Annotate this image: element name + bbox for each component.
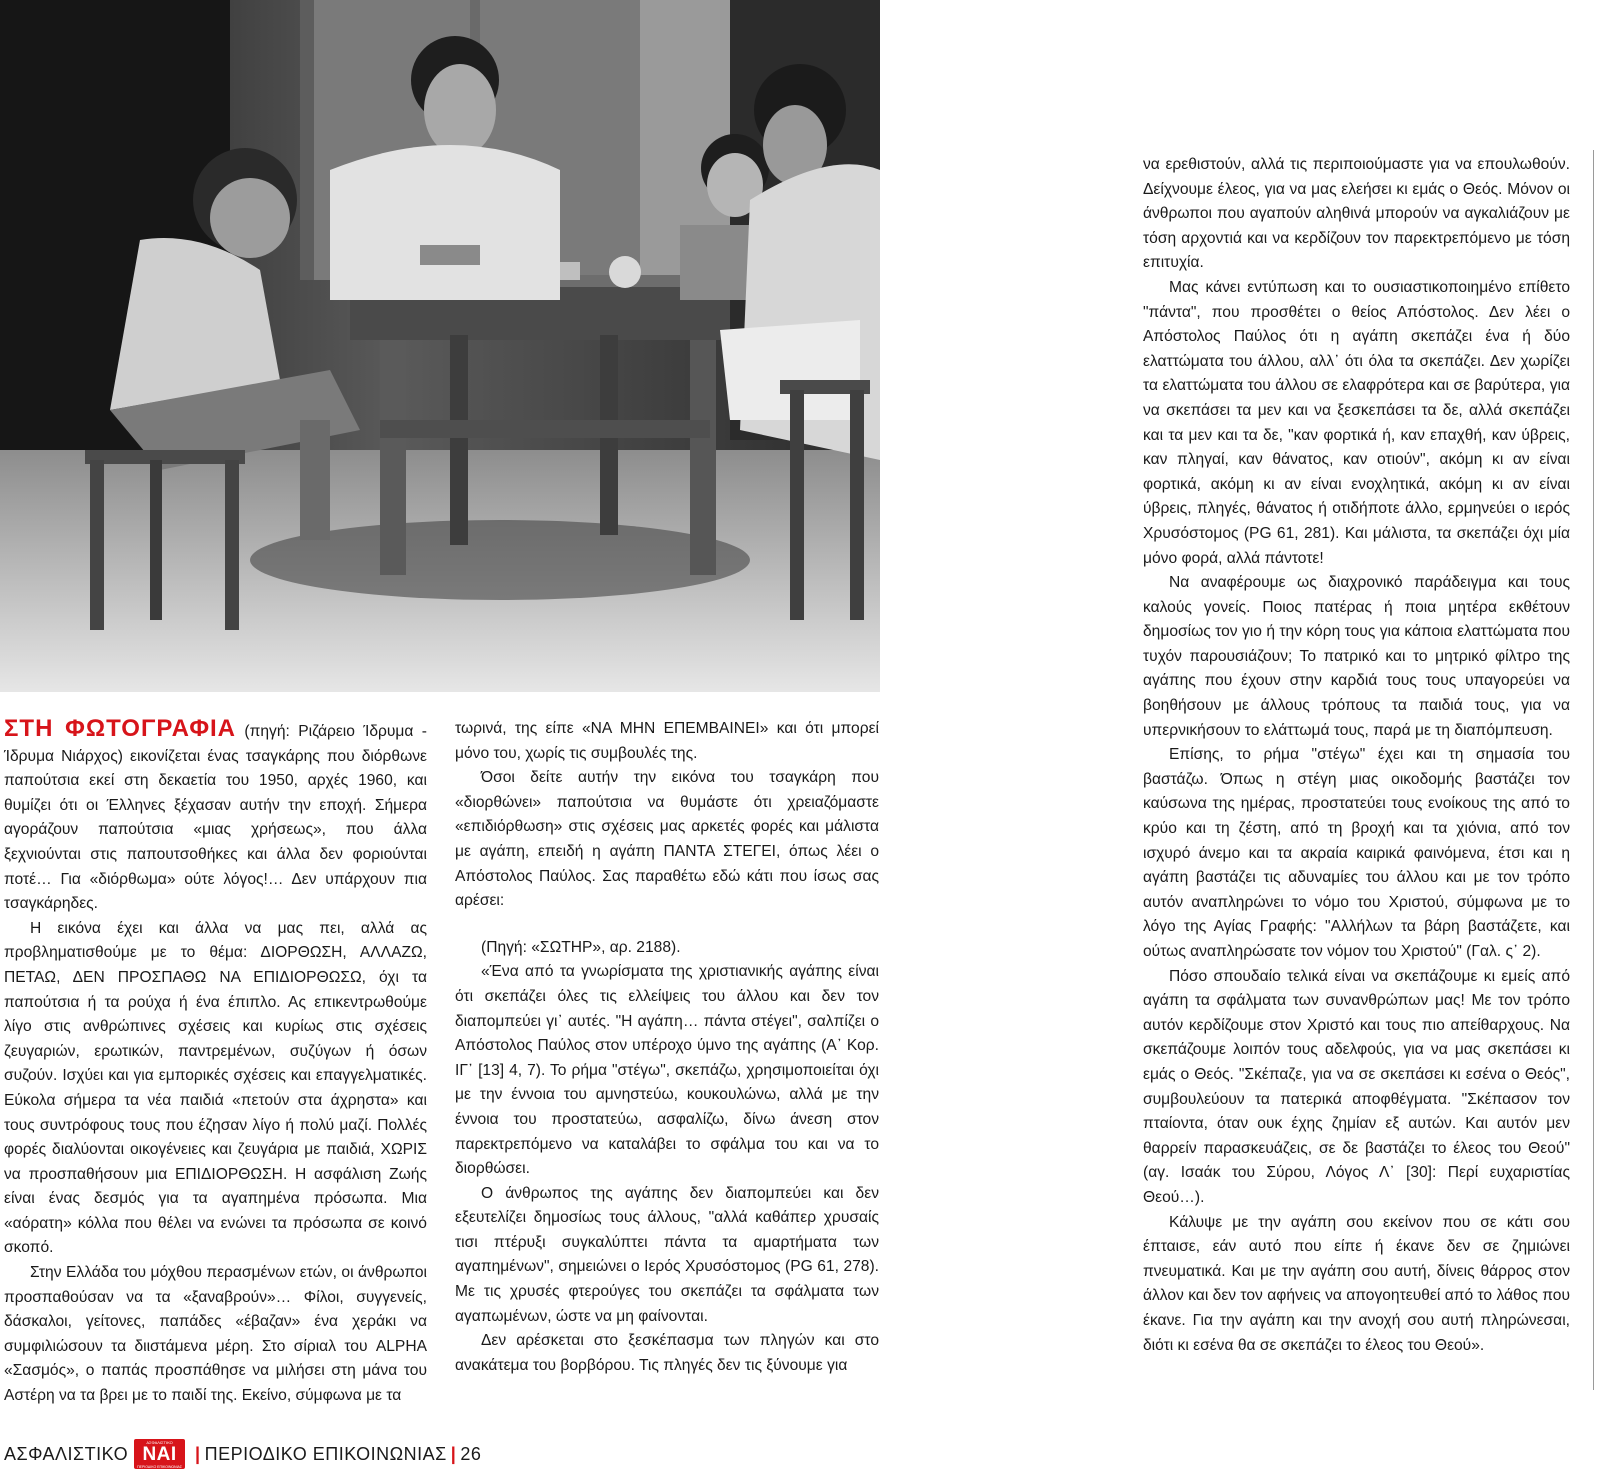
footer-separator: | (450, 1443, 457, 1464)
shoemakers-workshop-photo-icon (0, 0, 880, 692)
page-footer (4, 1441, 481, 1467)
lead-text: (πηγή: Ριζάρειο Ίδρυμα - Ίδρυμα Νιάρχος) εικονίζεται ένας τσαγκάρης που διόρθωνε παπούτσια εκεί στη δεκαετία του 1950, αρχές 1960, και θυμίζει ότι οι Έλληνες ξέχασαν αυτήν την εποχή. Σήμερα αγοράζουν παπούτσια «μιας χρήσεως», που άλλα ξεχνιούνται στις παπουτσοθήκες και άλλα δεν φοριούνται ποτέ… Για «διόρθωμα» ούτε λόγος!… Δεν υπάρχουν πια τσαγκάρηδες. (4, 723, 427, 913)
column-divider (1593, 150, 1594, 1390)
quote-paragraph: Πόσο σπουδαίο τελικά είναι να σκεπάζουμε κι εμείς από αγάπη τα σφάλματα των συνανθρώπων μας! Με τον τρόπο αυτόν κερδίζουμε στον Χριστό και τους πιο απείθαρχους. Να σκεπάζουμε λοιπόν τους αδελφούς, για να μας σκεπάσει κι εμάς ο Θεός. "Σκέπαζε, για να σε σκεπάσει κι εσένα ο Θεός", συμβουλεύουν τα πατερικά αποφθέγματα. "Σκέπασον τον πταίοντα, όταν ουκ έχης ζημίαν εξ αυτών. Και αυτόν μεν θαρρείν παρασκευάζεις, σε δε βαστάζει το έλεος του Θεού" (αγ. Ισαάκ του Σύρου, Λόγος Λ᾽ [30]: Περί ευχαριστίας Θεού…). (1143, 967, 1570, 1206)
quote-paragraph: Κάλυψε με την αγάπη σου εκείνον που σε κάτι σου έπταισε, εάν αυτό που είπε ή έκανε δεν σε ζημιώνει πνευματικά. Και με την αγάπη σου αυτή, δίνεις θάρρος στον άλλον και δεν τον αφήνεις να απογοητευθεί από το λάθος που έκανε. Για την αγάπη και την ανοχή σου αυτή πληρώνεσαι, διότι κι εσένα θα σε σκεπάζει το έλεος του Θεού». (1143, 1213, 1570, 1354)
lead-paragraph (4, 717, 427, 917)
lead-title: ΣΤΗ ΦΩΤΟΓΡΑΦΙΑ (4, 715, 237, 742)
paragraph: τωρινά, της είπε «ΝΑ ΜΗΝ ΕΠΕΜΒΑΙΝΕΙ» και ότι μπορεί μόνο του, χωρίς τις συμβουλές της. (455, 720, 879, 762)
nai-logo (134, 1439, 185, 1469)
article-column-2 (455, 717, 879, 1378)
article-column-3 (1143, 153, 1570, 1358)
footer-separator: | (195, 1443, 201, 1464)
page-number: 26 (460, 1443, 482, 1464)
quote-paragraph: «Ένα από τα γνωρίσματα της χριστιανικής αγάπης είναι ότι σκεπάζει όλες τις ελλείψεις του άλλου και δεν τον διαπομπεύει γι᾽ αυτές. "Η αγάπη… πάντα στέγει", σαλπίζει ο Απόστολος Παύλος στον υπέροχο ύμνο της αγάπης (Α᾽ Κορ. ΙΓ᾽ [13] 4, 7). Το ρήμα "στέγω", σκεπάζω, χρησιμοποιείται όχι με την έννοια του αμνηστεύω, κουκουλώνω, αλλά με την έννοια του προστατεύω, ασφαλίζω, δίνω άνεση στον παρεκτρεπόμενο να καταλάβει το σφάλμα του και να το διορθώσει. (455, 963, 879, 1178)
footer-title: ΑΣΦΑΛΙΣΤΙΚΟ (4, 1443, 129, 1464)
quote-paragraph: Μας κάνει εντύπωση και το ουσιαστικοποιημένο επίθετο "πάντα", που προσθέτει ο θείος Απόστολος. Δεν λέει ο Απόστολος Παύλος ότι η αγάπη σκεπάζει ένα ή δύο ελαττώματα του άλλου, αλλ᾽ ότι όλα τα σκεπάζει. Δεν χωρίζει τα ελαττώματα του άλλου σε ελαφρότερα και σε βαρύτερα, για να σκεπάσει τα μεν και να ξεσκεπάσει τα δε, αλλά σκεπάζει και τα μεν και τα δε, "καν φορτικά ή, καν επαχθή, καν ύβρεις, καν πληγαί, καν θάνατος, καν οτιούν", ακόμη κι αν είναι φορτικά, ακόμη κι αν είναι ενοχλητικά, ακόμη κι αν είναι ύβρεις, πληγές, θάνατος ή οτιδήποτε άλλο, ερμηνεύει ο ιερός Χρυσόστομος (PG 61, 281). Και μάλιστα, τα σκεπάζει όχι μία μόνο φορά, αλλά πάντοτε! (1143, 278, 1570, 567)
paragraph: Στην Ελλάδα του μόχθου περασμένων ετών, οι άνθρωποι προσπαθούσαν να τα «ξαναβρούν»… Φίλοι, συγγενείς, δάσκαλοι, γείτονες, παπάδες «έβαζαν» ένα χεράκι να συμφιλιώσουν τα διιστάμενα μέρη. Στο σίριαλ του ALPHA «Σασμός», ο παπάς προσπάθησε να μιλήσει στη μάνα του Αστέρη να τα βρει με το παιδί της. Εκείνο, σύμφωνα με τα (4, 1264, 427, 1405)
quote-paragraph: Δεν αρέσκεται στο ξεσκέπασμα των πληγών και στο ανακάτεμα του βορβόρου. Τις πληγές δεν τις ξύνουμε για (455, 1332, 879, 1374)
paragraph: Η εικόνα έχει και άλλα να μας πει, αλλά ας προβληματισθούμε με το θέμα: ΔΙΟΡΘΩΣΗ, ΑΛΛΑΖΩ, ΠΕΤΑΩ, ΔΕΝ ΠΡΟΣΠΑΘΩ ΝΑ ΕΠΙΔΙΟΡΘΩΣΩ, όχι τα παπούτσια ή τα ρούχα ή ένα έπιπλο. Ας επικεντρωθούμε λίγο στις ανθρώπινες σχέσεις και κυρίως στις σχέσεις ζευγαριών, ερωτικών, παντρεμένων, συζύγων ή όσων συζούν. Ισχύει και για εμπορικές σχέσεις και επαγγελματικές. Εύκολα σήμερα τα νέα παιδιά «πετούν στα άχρηστα» και τους συντρόφους τους που έζησαν λίγο ή πολύ μαζί. Πολλές φορές διαλύονται οικογένειες και ζευγάρια με παιδιά, ΧΩΡΙΣ να προσπαθήσουν μια ΕΠΙΔΙΟΡΘΩΣΗ. Η ασφάλιση Ζωής είναι ένας δεσμός για τα αγαπημένα πρόσωπα. Μια «αόρατη» κόλλα που θέλει να ενώνει τα πρόσωπα σε κοινό σκοπό. (4, 919, 427, 1257)
logo-main-text: ΝΑΙ (142, 1444, 177, 1465)
source-note: (Πηγή: «ΣΩΤΗΡ», αρ. 2188). (481, 938, 681, 956)
paragraph: Όσοι δείτε αυτήν την εικόνα του τσαγκάρη που «διορθώνει» παπούτσια να θυμάστε ότι χρειαζόμαστε «επιδιόρθωση» στις σχέσεις μας αρκετές φορές και μάλιστα με αγάπη, επειδή η αγάπη ΠΑΝΤΑ ΣΤΕΓΕΙ, όπως λέει ο Απόστολος Παύλος. Σας παραθέτω εδώ κάτι που ίσως σας αρέσει: (455, 769, 879, 910)
logo-top-text: ΑΣΦΑΛΙΣΤΙΚΟ (146, 1440, 173, 1445)
quote-paragraph: Να αναφέρουμε ως διαχρονικό παράδειγμα και τους καλούς γονείς. Ποιος πατέρας ή ποια μητέρα εκθέτουν δημοσίως τον γιο ή την κόρη τους για κάποια ελαττώματα που τυχόν παρουσιάζουν; Το πατρικό και το μητρικό φίλτρο της αγάπης που έχουν στην καρδιά τους τους υπαγορεύει να βοηθήσουν με άλλους τρόπους τα παιδιά τους, για να υπερνικήσουν το ελάττωμά τους, παρά με τη διαπόμπευση. (1143, 574, 1570, 739)
article-column-1 (4, 717, 427, 1409)
shoemakers-photo (0, 0, 880, 692)
footer-subtitle: ΠΕΡΙΟΔΙΚΟ ΕΠΙΚΟΙΝΩΝΙΑΣ (204, 1443, 447, 1464)
quote-paragraph: Επίσης, το ρήμα "στέγω" έχει και τη σημασία του βαστάζω. Όπως η στέγη μιας οικοδομής βαστάζει τον καύσωνα της ημέρας, προστατεύει τους ενοίκους της από το κρύο και τη ζέστη, από τη βροχή και τα χιόνια, από τον ισχυρό άνεμο και τα ακραία καιρικά φαινόμενα, έτσι και η αγάπη βαστάζει τις αδυναμίες του άλλου και με τον τρόπο αυτόν αναπληρώνει το νόμο του Χριστού, σύμφωνα με το λόγο της Αγίας Γραφής: "Αλλήλων τα βάρη βαστάζετε, και ούτως αναπληρώσατε τον νόμον του Χριστού" (Γαλ. ς᾽ 2). (1143, 746, 1570, 960)
logo-sub-text: ΠΕΡΙΟΔΙΚΟ ΕΠΙΚΟΙΝΩΝΙΑΣ (137, 1465, 183, 1469)
quote-paragraph: να ερεθιστούν, αλλά τις περιποιούμαστε για να επουλωθούν. Δείχνουμε έλεος, για να μας ελεήσει κι εμάς ο Θεός. Μόνον οι άνθρωποι που αγαπούν αληθινά μπορούν να αγκαλιάζουν με τόση αρχοντιά και να κερδίζουν τον παρεκτρεπόμενο με τόση επιτυχία. (1143, 156, 1570, 272)
quote-paragraph: Ο άνθρωπος της αγάπης δεν διαπομπεύει και δεν εξευτελίζει δημοσίως τους άλλους, "αλλά καθάπερ χρυσαίς τισι πτέρυξι συγκαλύπτει πάντα τα αμαρτήματα των αγαπημένων", σημειώνει ο Ιερός Χρυσόστομος (PG 61, 278). Με τις χρυσές φτερούγες του σκεπάζει τα σφάλματα των αγαπωμένων, ώστε να μη φαίνονται. (455, 1184, 879, 1325)
